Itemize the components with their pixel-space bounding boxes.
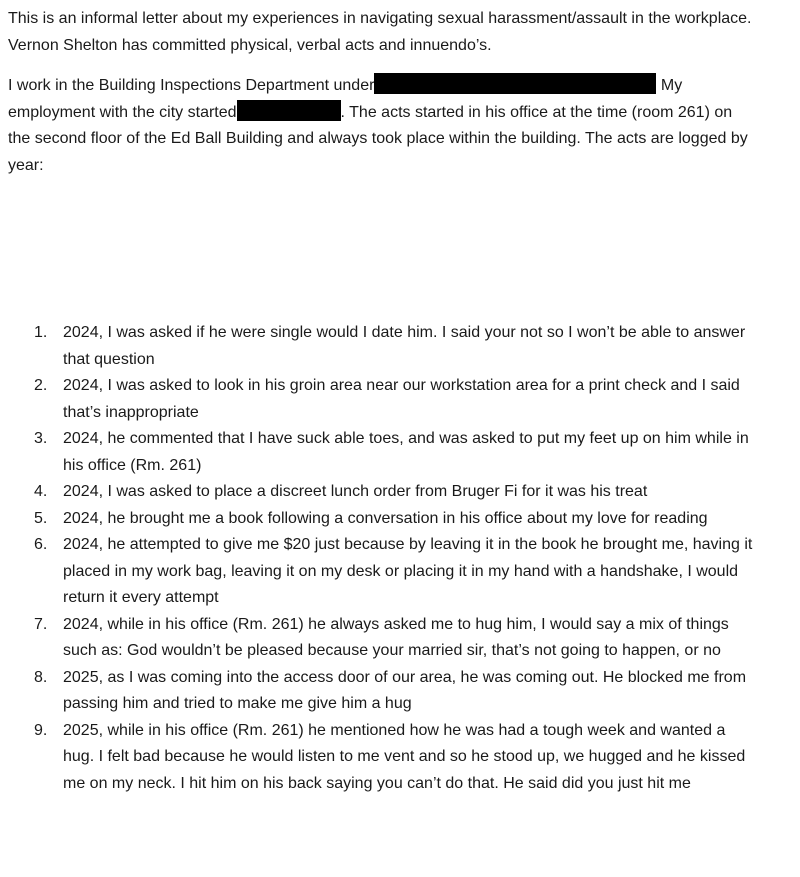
incident-list	[34, 320, 754, 797]
incident-number: 2.	[34, 377, 48, 394]
incident-text: 2024, I was asked to place a discreet lunch order from Bruger Fi for it was his treat	[63, 483, 648, 500]
incident-number: 6.	[34, 536, 48, 553]
employment-text-part1: I work in the Building Inspections Department under	[8, 77, 375, 94]
incident-text: 2024, I was asked to look in his groin area near our workstation area for a print check and I said that’s inappropriate	[63, 377, 740, 421]
incident-text: 2024, while in his office (Rm. 261) he always asked me to hug him, I would say a mix of things such as: God wouldn’t be pleased because your married sir, that’s not going to happen, or no	[63, 615, 729, 659]
employment-text-part3: . The acts started in his office at the time (room 261) on the second floor of the Ed Ball Building and always took place within the building. The acts are logged by year:	[8, 103, 748, 174]
incident-item	[34, 532, 754, 612]
incident-item	[34, 373, 754, 426]
incident-item	[34, 320, 754, 373]
incident-text: 2024, he brought me a book following a conversation in his office about my love for reading	[63, 509, 708, 527]
incident-number: 3.	[34, 430, 48, 447]
incident-number: 7.	[34, 615, 48, 633]
redaction-block-supervisor	[374, 73, 656, 94]
incident-item	[34, 479, 754, 506]
incident-number: 4.	[34, 483, 48, 500]
intro-paragraph: This is an informal letter about my experiences in navigating sexual harassment/assault in the workplace. Vernon Shelton has committed physical, verbal acts and innuendo’s.	[8, 10, 752, 54]
incident-text: 2024, he attempted to give me $20 just because by leaving it in the book he brought me, having it placed in my work bag, leaving it on my desk or placing it in my hand with a handshake, I would return it every attempt	[63, 536, 753, 606]
redaction-block-start-date	[237, 100, 341, 121]
incident-number: 1.	[34, 324, 48, 341]
incident-item	[34, 718, 754, 798]
incident-number: 9.	[34, 721, 48, 739]
incident-item	[34, 612, 754, 665]
incident-number: 5.	[34, 509, 48, 527]
incident-item	[34, 665, 754, 718]
incident-text: 2025, while in his office (Rm. 261) he mentioned how he was had a tough week and wanted a hug. I felt bad because he would listen to me vent and so he stood up, we hugged and he kissed me on my neck. I hit him on his back saying you can’t do that. He said did you just hit me	[63, 721, 746, 792]
incident-text: 2024, he commented that I have suck able toes, and was asked to put my feet up on him while in his office (Rm. 261)	[63, 430, 749, 474]
employment-paragraph	[8, 73, 748, 179]
incident-text: 2024, I was asked if he were single would I date him. I said your not so I won’t be able to answer that question	[63, 324, 746, 368]
incident-item	[34, 426, 754, 479]
incident-text: 2025, as I was coming into the access door of our area, he was coming out. He blocked me from passing him and tried to make me give him a hug	[63, 668, 747, 712]
incident-number: 8.	[34, 668, 48, 686]
employment-text-part2: My employment with the city started	[8, 77, 683, 121]
incident-item	[34, 506, 754, 533]
